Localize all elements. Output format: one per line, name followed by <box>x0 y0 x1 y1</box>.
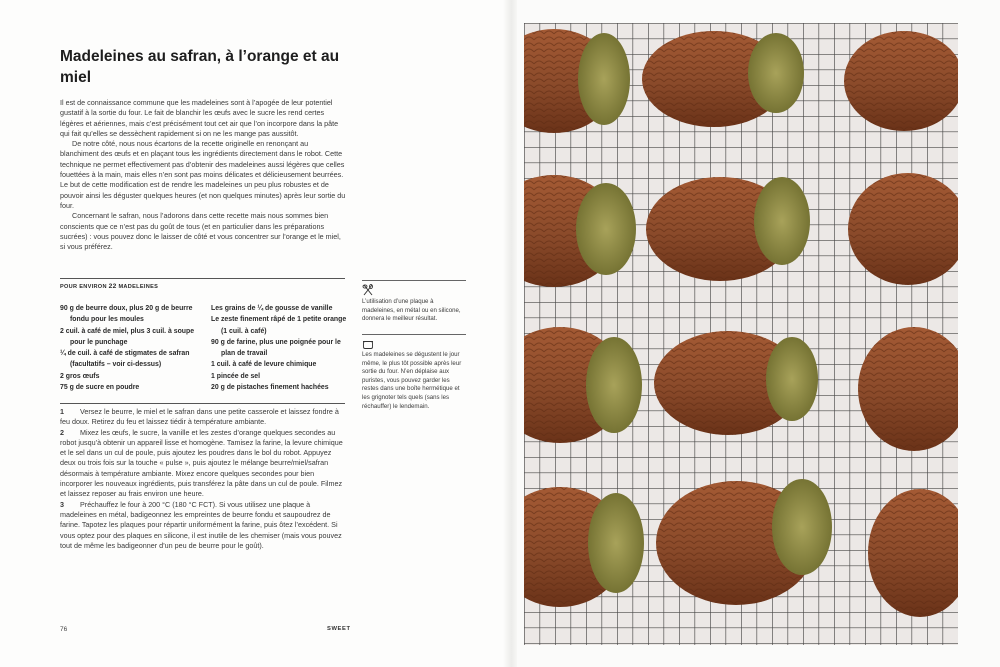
madeleines-photo <box>524 23 958 645</box>
method-step <box>60 500 346 551</box>
ingredient-list-left <box>60 303 200 393</box>
storage-box-icon <box>362 338 374 350</box>
page-number: 76 <box>60 626 68 633</box>
ingredient-item: ¼ de cuil. à café de stigmates de safran (facultatifs – voir ci-dessus) <box>60 350 190 369</box>
step-text: Mixez les œufs, le sucre, la vanille et les zestes d’orange quelques secondes au robot jusqu’à obtenir un appareil lisse et homogène. Tamisez la farine, la levure chimique et le sel dans un cul de poule, puis ajoutez les poudres dans le bol du robot. Appuyez deux ou trois fois sur la touche « pulse », puis ajoutez le mélange beurre/miel/safran désormais à température ambiante. Mixez encore quelques secondes pour bien incorporer les nouveaux ingrédients, puis transférez la pâte dans un cul de poule. Filmez et laissez reposer au frais environ une heure. <box>60 427 343 499</box>
step-text: Versez le beurre, le miel et le safran dans une petite casserole et laissez fondre à feu doux. Retirez du feu et laissez tiédir à température ambiante. <box>60 407 339 427</box>
step-number: 1 <box>60 407 64 416</box>
ingredient-item: 1 cuil. à café de levure chimique <box>211 361 317 369</box>
ingredient-item: 1 pincée de sel <box>211 372 261 380</box>
ingredient-item: Le zeste finement râpé de 1 petite orange (1 cuil. à café) <box>211 316 347 335</box>
ingredient-item: 90 g de farine, plus une poignée pour le plan de travail <box>211 338 341 358</box>
intro-paragraph: Il est de connaissance commune que les madeleines sont à l’apogée de leur potentiel gustatif à la sortie du four. Le fait de blanchir les œufs avec le sucre les rend certes légères et aériennes, mais c’est précisément tout cet air que l’on incorpore dans la pâte qui fait qu’elles se dessèchent rapidement si on ne les mange pas aussitôt. <box>60 98 339 138</box>
intro-paragraph: De notre côté, nous nous écartons de la recette originelle en renonçant au blanchiment des œufs et en plaçant tous les ingrédients directement dans le robot. Cette technique ne permet effectivement pas d’obtenir des madeleines aussi légères que celles fouettées à la main, mais elles n’en sont pas moins délicates et délicieusement beurrées. Le but de cette modification est de rendre les madeleines un peu plus robustes et de pouvoir ainsi les déguster quelques heures (et non quelques minutes) après leur sortie du four. <box>60 139 346 210</box>
whisk-spoon-icon <box>362 284 374 296</box>
recipe-yield <box>60 283 158 290</box>
book-gutter <box>503 0 517 667</box>
side-note-text: L’utilisation d’une plaque à madeleines, en métal ou en silicone, donnera le meilleur résultat. <box>362 298 461 323</box>
step-text: Préchauffez le four à 200 °C (180 °C FCT). Si vous utilisez une plaque à madeleines en métal, badigeonnez les empreintes de beurre fondu et saupoudrez de farine. Tapotez les plaques pour répartir uniformément la farine, puis ôtez l’excédent. Si vous optez pour des plaques en silicone, il est inutile de les chemiser (mais vous pouvez tout de même les badigeonner d’un peu de beurre pour le goût). <box>60 499 342 550</box>
recipe-title: Madeleines au safran, à l’orange et au miel <box>60 48 340 86</box>
madeleine <box>642 31 804 127</box>
ingredient-item: 20 g de pistaches finement hachées <box>211 384 329 392</box>
section-label: SWEET <box>327 626 351 632</box>
divider <box>60 278 345 279</box>
side-note-text: Les madeleines se dégustent le jour même, le plus tôt possible après leur sortie du four. N’en déplaise aux puristes, vous pouvez garder les restes dans une boîte hermétique et les grignoter tels quels (sans les réchauffer) le lendemain. <box>362 351 462 410</box>
divider <box>362 280 466 281</box>
yield-unit: MADELEINES <box>118 284 159 290</box>
method-step <box>60 407 346 428</box>
yield-count: 22 <box>108 283 117 290</box>
madeleine <box>524 487 644 607</box>
ingredient-item: Les grains de ¼ de gousse de vanille <box>211 305 333 312</box>
step-number: 3 <box>60 499 64 509</box>
madeleine <box>524 327 642 443</box>
method-step <box>60 428 346 500</box>
recipe-intro <box>60 98 346 252</box>
yield-label: POUR ENVIRON <box>60 284 107 290</box>
intro-paragraph: Concernant le safran, nous l’adorons dans cette recette mais nous sommes bien conscients que ce n’est pas du goût de tous (et en particulier dans les préparations sucrées) : vous pouvez donc le laisser de côté et vous concentrer sur l’orange et le miel, si vous préférez. <box>60 211 341 252</box>
madeleine <box>654 331 818 435</box>
madeleine <box>524 175 636 287</box>
ingredient-list-right <box>211 303 351 393</box>
madeleine <box>524 29 630 133</box>
method-steps <box>60 407 346 551</box>
ingredient-item: 75 g de sucre en poudre <box>60 384 140 392</box>
divider <box>362 334 466 335</box>
divider <box>60 403 345 404</box>
step-number: 2 <box>60 427 64 437</box>
ingredient-item: 2 gros œufs <box>60 372 100 380</box>
ingredient-item: 2 cuil. à café de miel, plus 3 cuil. à soupe pour le punchage <box>60 327 195 346</box>
ingredient-item: 90 g de beurre doux, plus 20 g de beurre fondu pour les moules <box>60 305 193 324</box>
